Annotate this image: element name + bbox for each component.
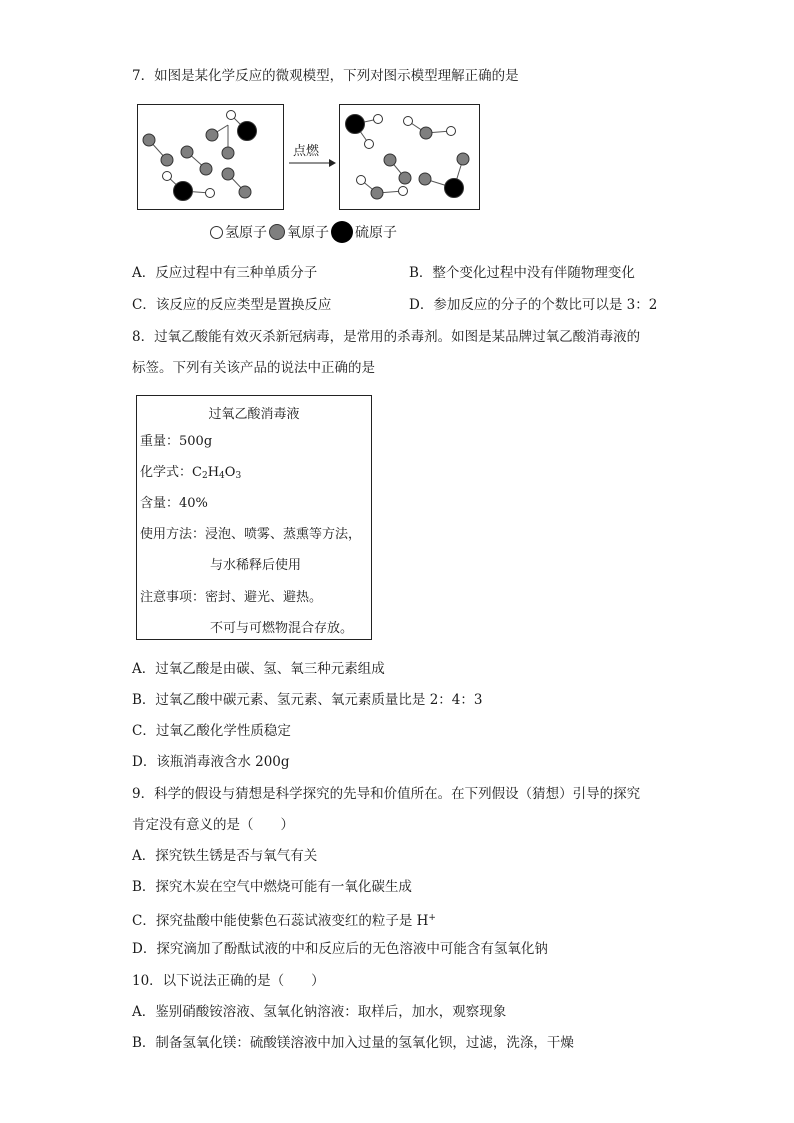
product-molecules — [340, 105, 479, 209]
oxygen-atom — [399, 172, 411, 184]
q7-option-b: B．整个变化过程中没有伴随物理变化 — [409, 265, 635, 281]
hydrogen-atom — [374, 115, 383, 124]
sulfur-atom — [346, 115, 365, 134]
products-box — [339, 104, 480, 210]
oxygen-atom — [419, 173, 431, 185]
hydrogen-atom — [206, 189, 215, 198]
black-circle-icon — [331, 221, 353, 243]
q8-stem-line1: 8．过氧乙酸能有效灭杀新冠病毒，是常用的杀毒剂。如图是某品牌过氧乙酸消毒液的 — [132, 329, 641, 345]
q9-option-a: A．探究铁生锈是否与氧气有关 — [132, 848, 318, 864]
q10-option-b: B．制备氢氧化镁：硫酸镁溶液中加入过量的氢氧化钡，过滤，洗涤，干燥 — [132, 1035, 574, 1051]
oxygen-atom — [181, 146, 193, 158]
gray-circle-icon — [269, 224, 285, 240]
q7-stem: 7．如图是某化学反应的微观模型，下列对图示模型理解正确的是 — [132, 68, 519, 84]
q9-stem-line1: 9．科学的假设与猜想是科学探究的先导和价值所在。在下列假设（猜想）引导的探究 — [132, 786, 641, 802]
hydrogen-atom — [447, 127, 456, 136]
legend-oxygen: 氧原子 — [269, 222, 329, 242]
q7-option-a: A．反应过程中有三种单质分子 — [132, 265, 318, 281]
reactants-box — [137, 104, 284, 210]
oxygen-atom — [457, 153, 469, 165]
oxygen-atom — [384, 154, 396, 166]
q9-option-d: D．探究滴加了酚酞试液的中和反应后的无色溶液中可能含有氢氧化钠 — [132, 941, 548, 957]
oxygen-atom — [420, 127, 432, 139]
reaction-condition: 点燃 — [293, 144, 320, 159]
reaction-arrow-icon — [289, 158, 337, 168]
hydrogen-atom — [163, 172, 172, 181]
sulfur-atom — [174, 182, 193, 201]
sulfur-atom — [238, 122, 257, 141]
hydrogen-atom — [365, 140, 374, 149]
q8-option-a: A．过氧乙酸是由碳、氢、氧三种元素组成 — [132, 661, 385, 677]
q8-stem-line2: 标签。下列有关该产品的说法中正确的是 — [132, 360, 375, 376]
hydrogen-atom — [357, 176, 366, 185]
q7-option-d: D．参加反应的分子的个数比可以是 3：2 — [409, 297, 658, 313]
product-notice-1: 注意事项：密封、避光、避热。 — [140, 590, 323, 605]
q9-option-c: C．探究盐酸中能使紫色石蕊试液变红的粒子是 H+ — [132, 913, 436, 929]
q9-stem-line2: 肯定没有意义的是（ ） — [132, 817, 294, 833]
product-content: 含量：40% — [140, 496, 208, 511]
oxygen-atom — [239, 186, 251, 198]
q8-option-d: D．该瓶消毒液含水 200g — [132, 754, 290, 770]
product-usage-2: 与水稀释后使用 — [210, 558, 302, 573]
hydrogen-atom — [404, 117, 413, 126]
hydrogen-atom — [399, 187, 408, 196]
legend-hydrogen: 氢原子 — [210, 222, 267, 242]
product-usage-1: 使用方法：浸泡、喷雾、蒸熏等方法， — [140, 527, 362, 542]
q9-option-b: B．探究木炭在空气中燃烧可能有一氧化碳生成 — [132, 879, 412, 895]
legend-sulfur: 硫原子 — [331, 221, 397, 243]
q7-option-c: C．该反应的反应类型是置换反应 — [132, 297, 332, 313]
product-label — [136, 395, 372, 640]
product-notice-2: 不可与可燃物混合存放。 — [210, 621, 354, 636]
oxygen-atom — [371, 187, 383, 199]
oxygen-atom — [222, 168, 234, 180]
oxygen-atom — [200, 163, 212, 175]
q8-option-c: C．过氧乙酸化学性质稳定 — [132, 723, 291, 739]
atom-legend — [210, 220, 399, 244]
oxygen-atom — [206, 129, 218, 141]
oxygen-atom — [222, 147, 234, 159]
oxygen-atom — [161, 154, 173, 166]
q8-option-b: B．过氧乙酸中碳元素、氢元素、氧元素质量比是 2：4：3 — [132, 692, 483, 708]
product-formula: 化学式：$C_2H_4O_3$ — [140, 465, 242, 481]
q10-stem: 10．以下说法正确的是（ ） — [132, 973, 325, 989]
reactant-molecules — [138, 105, 283, 209]
product-weight: 重量：500g — [140, 434, 213, 449]
hydrogen-atom — [227, 111, 236, 120]
sulfur-atom — [445, 179, 464, 198]
oxygen-atom — [143, 134, 155, 146]
product-label-title: 过氧乙酸消毒液 — [208, 407, 300, 422]
q10-option-a: A．鉴别硝酸铵溶液、氢氧化钠溶液：取样后，加水，观察现象 — [132, 1004, 507, 1020]
white-circle-icon — [210, 226, 223, 239]
